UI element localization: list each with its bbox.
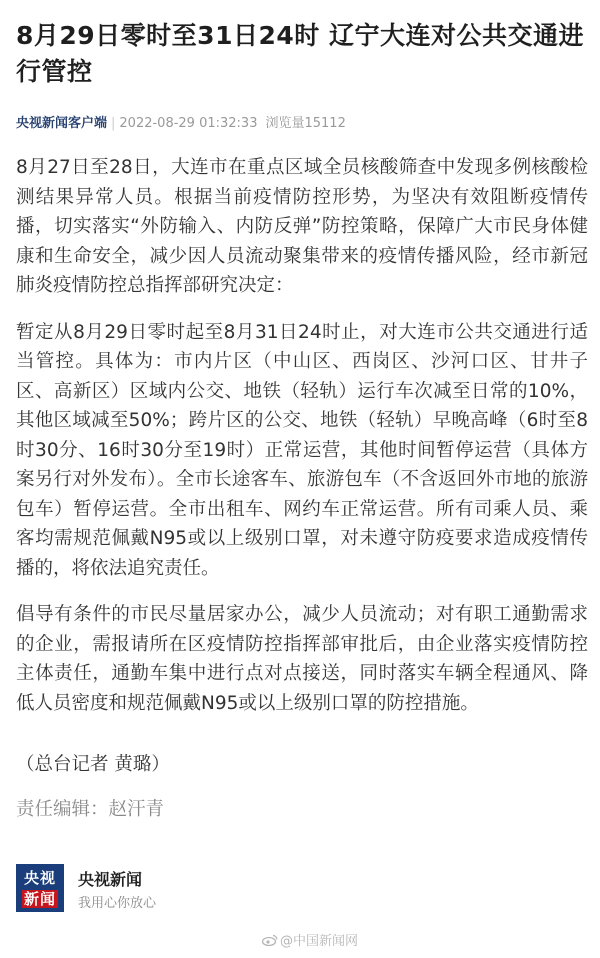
brand-card[interactable] — [16, 864, 416, 914]
meta-separator: | — [111, 116, 116, 131]
article-meta — [16, 114, 586, 134]
brand-name: 央视新闻 — [78, 870, 143, 889]
watermark — [262, 930, 358, 949]
view-count: 浏览量15112 — [265, 116, 346, 131]
weibo-icon — [262, 934, 278, 946]
logo-line-1: 央视 — [23, 869, 56, 887]
logo-line-2: 新闻 — [23, 890, 56, 908]
paragraph: 8月27日至28日，大连市在重点区域全员核酸筛查中发现多例核酸检测结果异常人员。根据当前疫情防控形势，为坚决有效阻断疫情传播，切实落实“外防输入、内防反弹”防控策略，保障广大市民身体健康和生命安全，减少因人员流动聚集带来的疫情传播风险，经市新冠肺炎疫情防控总指挥部研究决定： — [16, 157, 588, 296]
paragraph: 暂定从8月29日零时起至8月31日24时止，对大连市公共交通进行适当管控。具体为：市内片区（中山区、西岗区、沙河口区、甘井子区、高新区）区域内公交、地铁（轻轨）运行车次减至日常的10%，其他区域减至50%；跨片区的公交、地铁（轻轨）早晚高峰（6时至8时30分、16时30分至19时）正常运营，其他时间暂停运营（具体方案另行对外发布）。全市长途客车、旅游包车（不含返回外市地的旅游包车）暂停运营。全市出租车、网约车正常运营。所有司乘人员、乘客均需规范佩戴N95或以上级别口罩，对未遵守防疫要求造成疫情传播的，将依法追究责任。 — [16, 321, 588, 579]
watermark-text: @中国新闻网 — [280, 934, 359, 949]
article-body — [16, 153, 588, 735]
article-title: 8月29日零时至31日24时 辽宁大连对公共交通进行管控 — [16, 21, 584, 86]
cctv-news-logo — [16, 864, 64, 912]
source-link[interactable]: 央视新闻客户端 — [16, 116, 108, 131]
brand-slogan: 我用心你放心 — [78, 896, 157, 911]
paragraph: 倡导有条件的市民尽量居家办公，减少人员流动；对有职工通勤需求的企业，需报请所在区疫情防控指挥部审批后，由企业落实疫情防控主体责任，通勤车集中进行点对点接送，同时落实车辆全程通风、降低人员密度和规范佩戴N95或以上级别口罩的防控措施。 — [16, 604, 588, 714]
reporter-credit: （总台记者 黄璐） — [16, 754, 170, 775]
publish-datetime: 2022-08-29 01:32:33 — [119, 116, 258, 131]
editor-credit: 责任编辑：赵汗青 — [16, 799, 165, 820]
